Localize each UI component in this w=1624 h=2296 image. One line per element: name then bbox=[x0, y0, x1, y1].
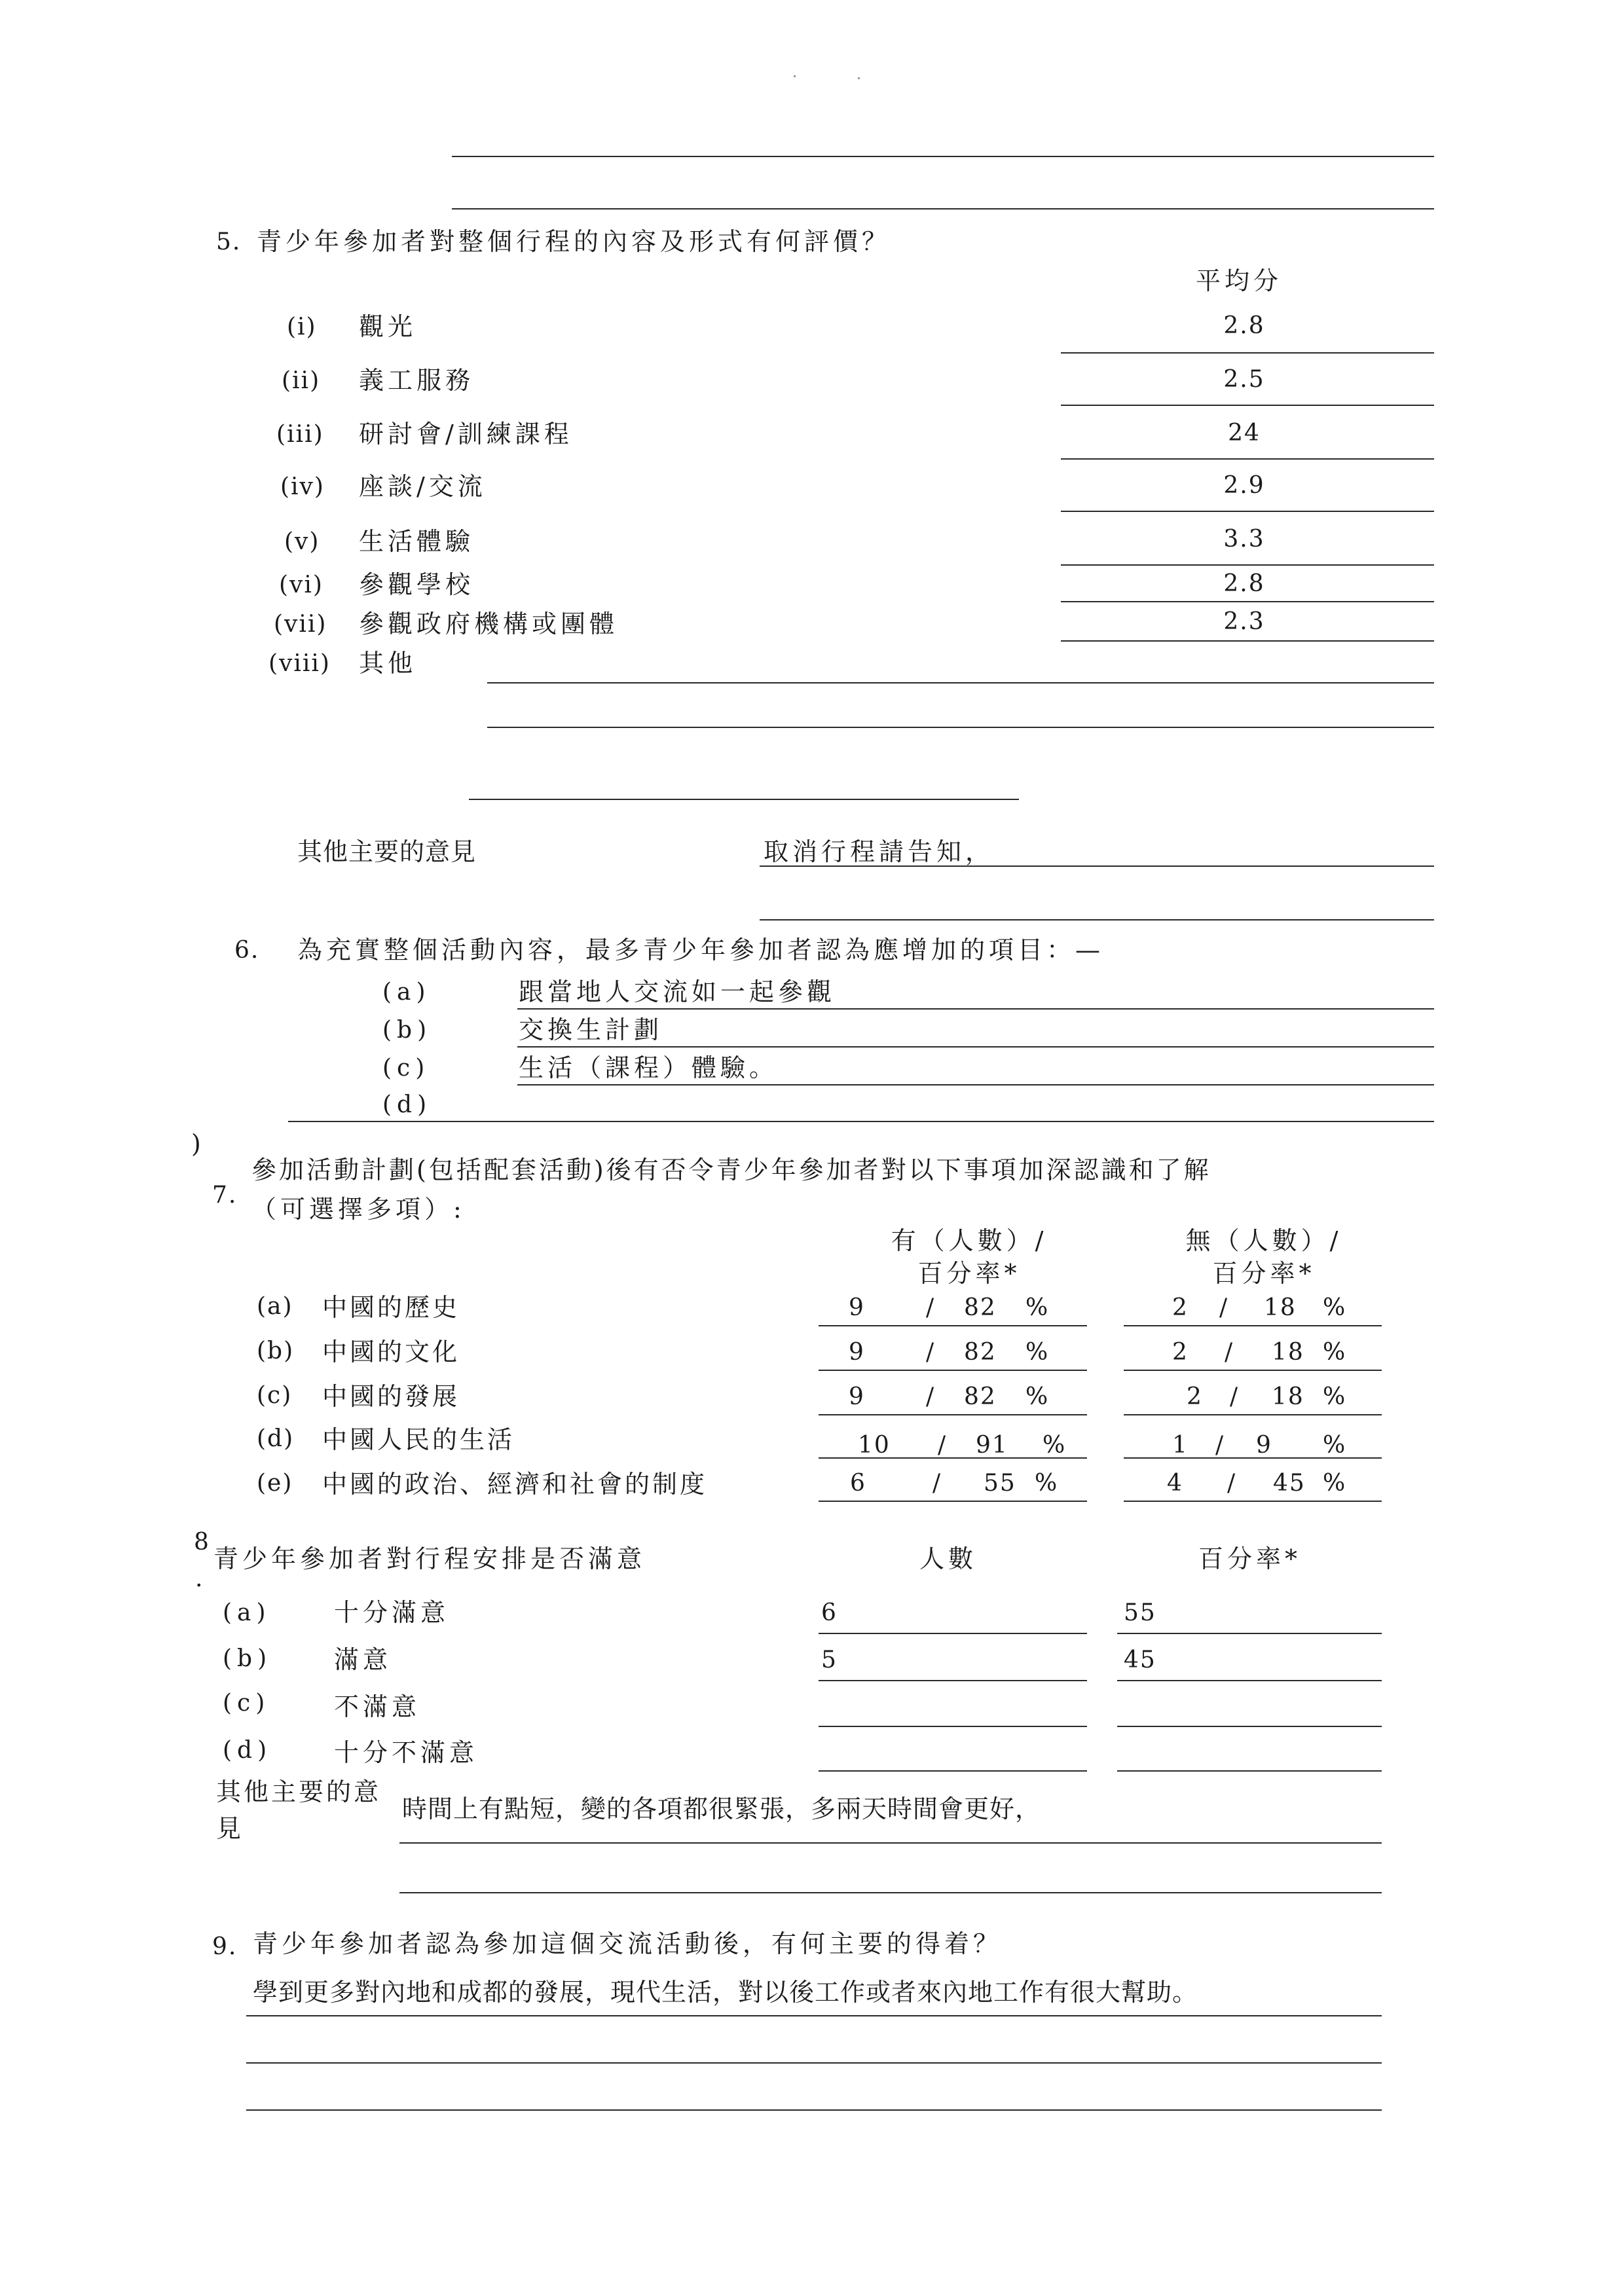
q8-pct-line bbox=[1117, 1726, 1382, 1727]
q5-item-label: 參觀政府機構或團體 bbox=[359, 610, 619, 638]
q7-question-line1: 參加活動計劃(包括配套活動)後有否令青少年參加者對以下事項加深認識和了解 bbox=[251, 1156, 1211, 1184]
q8-other-comments-value: 時間上有點短，變的各項都很緊張，多兩天時間會更好， bbox=[402, 1795, 1041, 1823]
q5-other-comments-label: 其他主要的意見 bbox=[297, 837, 477, 866]
q7-item-label: 中國的歷史 bbox=[322, 1293, 460, 1322]
q8-count: 6 bbox=[821, 1599, 838, 1626]
q7-letter: (b) bbox=[257, 1338, 295, 1364]
q5-number: 5. bbox=[216, 228, 242, 255]
q6-item-value: 跟當地人交流如一起參觀 bbox=[519, 977, 836, 1006]
q6-item-value: 交換生計劃 bbox=[519, 1015, 663, 1044]
q7-pct-sign: % bbox=[1323, 1432, 1347, 1459]
blank-line bbox=[487, 682, 1434, 683]
q7-item-label: 中國的發展 bbox=[322, 1382, 460, 1411]
answer-line bbox=[399, 1842, 1382, 1844]
q7-no-count: 2 bbox=[1172, 1294, 1189, 1321]
q7-slash: / bbox=[1230, 1383, 1240, 1410]
q5-score-line bbox=[1061, 511, 1434, 512]
q8-letter: (d) bbox=[223, 1737, 272, 1764]
q7-slash: / bbox=[932, 1470, 942, 1497]
q5-score: 2.8 bbox=[1223, 312, 1265, 339]
q7-no-header: 百分率* bbox=[1212, 1259, 1316, 1288]
q7-yes-count: 9 bbox=[849, 1339, 865, 1366]
q6-letter: (b) bbox=[382, 1017, 432, 1044]
q5-roman: (i) bbox=[287, 314, 317, 340]
q5-roman: (vii) bbox=[274, 611, 327, 638]
q5-item-label: 參觀學校 bbox=[359, 570, 475, 599]
q7-no-pct: 9 bbox=[1256, 1432, 1272, 1459]
q5-other-comments-value: 取消行程請告知， bbox=[764, 837, 995, 866]
q9-question: 青少年參加者認為參加這個交流活動後，有何主要的得着？ bbox=[253, 1929, 1003, 1958]
q6-question: 為充實整個活動內容，最多青少年參加者認為應增加的項目：— bbox=[297, 936, 1105, 964]
q5-roman: (iv) bbox=[280, 473, 325, 500]
q9-number: 9. bbox=[212, 1933, 238, 1960]
q7-item-label: 中國人民的生活 bbox=[322, 1425, 515, 1454]
q7-slash: / bbox=[1227, 1470, 1237, 1497]
q7-slash: / bbox=[1225, 1339, 1234, 1366]
q7-no-line bbox=[1124, 1414, 1382, 1415]
q7-pct-sign: % bbox=[1025, 1294, 1050, 1321]
q7-number: 7. bbox=[212, 1182, 238, 1209]
q7-yes-line bbox=[819, 1370, 1087, 1371]
q7-pct-sign: % bbox=[1043, 1432, 1067, 1459]
q5-score-line bbox=[1061, 405, 1434, 406]
q7-yes-header: 百分率* bbox=[917, 1259, 1021, 1288]
q8-count-line bbox=[819, 1770, 1087, 1772]
q8-pct: 55 bbox=[1124, 1599, 1156, 1626]
q8-count: 5 bbox=[821, 1647, 838, 1673]
q8-item-label: 十分滿意 bbox=[334, 1598, 450, 1627]
q5-item-label: 座談/交流 bbox=[359, 472, 487, 501]
q5-roman: (vi) bbox=[279, 572, 323, 598]
q8-count-header: 人數 bbox=[919, 1544, 978, 1573]
q8-count-line bbox=[819, 1680, 1087, 1681]
q7-slash: / bbox=[1219, 1294, 1229, 1321]
q7-pct-sign: % bbox=[1323, 1294, 1347, 1321]
q5-score-header: 平均分 bbox=[1196, 266, 1283, 295]
blank-line bbox=[452, 156, 1434, 157]
q7-slash: / bbox=[1215, 1432, 1225, 1459]
q8-item-label: 不滿意 bbox=[334, 1692, 421, 1721]
q7-yes-pct: 82 bbox=[964, 1383, 997, 1410]
q8-number: 8 bbox=[194, 1529, 210, 1556]
answer-line bbox=[246, 2109, 1382, 2111]
q6-letter: (d) bbox=[382, 1091, 432, 1118]
q5-item-label: 生活體驗 bbox=[359, 527, 475, 556]
q7-yes-pct: 82 bbox=[964, 1294, 997, 1321]
q8-item-label: 十分不滿意 bbox=[334, 1738, 479, 1767]
q7-no-count: 2 bbox=[1172, 1339, 1189, 1366]
q7-slash: / bbox=[938, 1432, 948, 1459]
q5-score-line bbox=[1061, 564, 1434, 566]
q7-no-line bbox=[1124, 1501, 1382, 1502]
q7-question-line2: （可選擇多項）: bbox=[251, 1195, 466, 1224]
q7-no-header: 無（人數）/ bbox=[1185, 1226, 1342, 1255]
q7-no-pct: 18 bbox=[1264, 1294, 1297, 1321]
blank-line bbox=[487, 727, 1434, 728]
answer-line bbox=[246, 2062, 1382, 2064]
q7-pct-sign: % bbox=[1035, 1470, 1059, 1497]
q7-no-line bbox=[1124, 1325, 1382, 1326]
q5-score-line bbox=[1061, 601, 1434, 602]
q7-slash: / bbox=[926, 1294, 936, 1321]
q7-pct-sign: % bbox=[1025, 1383, 1050, 1410]
q5-question: 青少年參加者對整個行程的內容及形式有何評價？ bbox=[257, 227, 891, 256]
q7-slash: / bbox=[926, 1339, 936, 1366]
q7-yes-count: 6 bbox=[850, 1470, 866, 1497]
q7-no-count: 2 bbox=[1187, 1383, 1203, 1410]
q8-other-comments-label: 其他主要的意 bbox=[216, 1777, 382, 1806]
q5-item-label: 義工服務 bbox=[359, 366, 475, 395]
q7-yes-header: 有（人數）/ bbox=[891, 1226, 1048, 1255]
q7-yes-count: 9 bbox=[849, 1294, 865, 1321]
q7-no-pct: 45 bbox=[1273, 1470, 1306, 1497]
scan-speck bbox=[794, 75, 796, 77]
q8-letter: (a) bbox=[223, 1599, 271, 1626]
q7-yes-pct: 55 bbox=[984, 1470, 1016, 1497]
q7-slash: / bbox=[926, 1383, 936, 1410]
q8-pct-header: 百分率* bbox=[1198, 1544, 1302, 1573]
margin-mark: ) bbox=[191, 1129, 205, 1158]
q5-score: 2.5 bbox=[1223, 366, 1265, 393]
q7-item-label: 中國的文化 bbox=[322, 1338, 460, 1366]
q5-score: 2.8 bbox=[1223, 570, 1265, 597]
q7-pct-sign: % bbox=[1323, 1383, 1347, 1410]
answer-line bbox=[288, 1121, 1434, 1122]
q5-score-line bbox=[1061, 458, 1434, 460]
q7-pct-sign: % bbox=[1323, 1339, 1347, 1366]
q7-no-line bbox=[1124, 1370, 1382, 1371]
q6-letter: (c) bbox=[382, 1055, 430, 1082]
q7-yes-count: 10 bbox=[858, 1432, 891, 1459]
q5-item-label: 觀光 bbox=[359, 312, 417, 341]
q7-yes-line bbox=[819, 1414, 1087, 1415]
q5-score-line bbox=[1061, 640, 1434, 642]
q8-pct-line bbox=[1117, 1770, 1382, 1772]
q7-yes-pct: 82 bbox=[964, 1339, 997, 1366]
q8-letter: (b) bbox=[223, 1645, 272, 1672]
q7-pct-sign: % bbox=[1323, 1470, 1347, 1497]
answer-line bbox=[399, 1892, 1382, 1893]
q5-score: 2.9 bbox=[1223, 472, 1265, 499]
q5-roman: (iii) bbox=[276, 421, 324, 448]
q7-no-line bbox=[1124, 1457, 1382, 1459]
q7-no-count: 1 bbox=[1172, 1432, 1189, 1459]
q5-score: 2.3 bbox=[1223, 608, 1265, 635]
q6-letter: (a) bbox=[382, 979, 431, 1006]
q6-item-value: 生活（課程）體驗。 bbox=[519, 1053, 779, 1082]
answer-line bbox=[517, 1046, 1434, 1048]
answer-line bbox=[517, 1008, 1434, 1010]
q8-pct-line bbox=[1117, 1680, 1382, 1681]
q6-number: 6. bbox=[234, 937, 260, 964]
q7-no-count: 4 bbox=[1167, 1470, 1183, 1497]
q7-item-label: 中國的政治、經濟和社會的制度 bbox=[322, 1470, 708, 1499]
q5-roman: (ii) bbox=[282, 367, 321, 394]
q7-letter: (c) bbox=[257, 1382, 293, 1409]
q9-answer: 學到更多對內地和成都的發展，現代生活，對以後工作或者來內地工作有很大幫助。 bbox=[253, 1978, 1198, 2007]
q7-letter: (a) bbox=[257, 1293, 293, 1320]
answer-line bbox=[246, 2015, 1382, 2016]
q8-pct: 45 bbox=[1124, 1647, 1156, 1673]
q5-roman: (v) bbox=[284, 528, 320, 555]
q5-item-label: 其他 bbox=[359, 649, 417, 678]
q7-yes-line bbox=[819, 1325, 1087, 1326]
q7-pct-sign: % bbox=[1025, 1339, 1050, 1366]
q5-roman: (viii) bbox=[268, 650, 331, 677]
q5-score-line bbox=[1061, 352, 1434, 354]
blank-line bbox=[469, 799, 1019, 800]
q7-letter: (e) bbox=[257, 1470, 293, 1497]
q8-item-label: 滿意 bbox=[334, 1645, 392, 1674]
q8-pct-line bbox=[1117, 1633, 1382, 1634]
answer-line bbox=[760, 919, 1434, 920]
q8-letter: (c) bbox=[223, 1690, 270, 1717]
q7-no-pct: 18 bbox=[1272, 1383, 1304, 1410]
q7-letter: (d) bbox=[257, 1425, 295, 1452]
q5-score: 24 bbox=[1228, 420, 1261, 446]
q8-count-line bbox=[819, 1726, 1087, 1727]
q8-other-comments-label: 見 bbox=[216, 1814, 246, 1843]
answer-line bbox=[517, 1084, 1434, 1085]
q8-question: 青少年參加者對行程安排是否滿意 bbox=[213, 1544, 646, 1573]
q7-yes-count: 9 bbox=[849, 1383, 865, 1410]
answer-line bbox=[760, 866, 1434, 867]
q7-no-pct: 18 bbox=[1272, 1339, 1304, 1366]
q7-yes-pct: 91 bbox=[976, 1432, 1008, 1459]
q7-yes-line bbox=[819, 1457, 1087, 1459]
q5-score: 3.3 bbox=[1223, 526, 1265, 553]
scan-speck bbox=[858, 77, 860, 79]
q8-dot: . bbox=[195, 1565, 204, 1592]
blank-line bbox=[452, 208, 1434, 210]
q7-yes-line bbox=[819, 1501, 1087, 1502]
q8-count-line bbox=[819, 1633, 1087, 1634]
q5-item-label: 研討會/訓練課程 bbox=[359, 420, 573, 448]
